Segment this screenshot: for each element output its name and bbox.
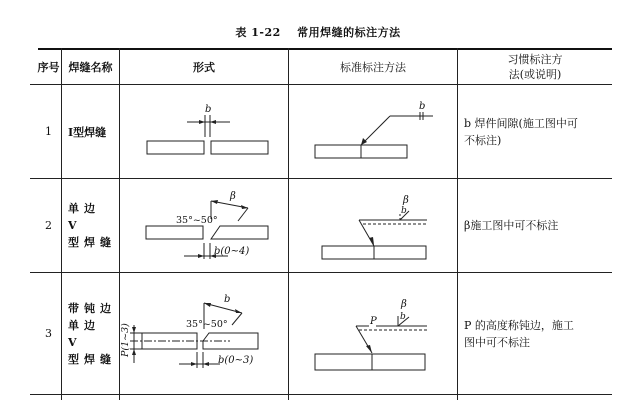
header-weld-name	[62, 49, 119, 84]
row1-note	[458, 85, 614, 178]
row1-name	[68, 85, 118, 178]
gap-label: b	[205, 104, 212, 115]
row-index: 1	[45, 125, 52, 138]
weld-name-line: I型焊缝	[68, 125, 107, 139]
note-line: 不标注)	[464, 133, 502, 147]
header-custom	[458, 49, 612, 84]
row-index: 3	[45, 327, 52, 340]
row2-name	[68, 179, 120, 272]
root-face-label: P(1~3)	[120, 323, 131, 357]
row1-form-diagram	[120, 85, 288, 178]
row3-note	[458, 273, 614, 394]
header-form	[120, 49, 288, 84]
angle-label: β	[230, 191, 236, 202]
row3-standard-diagram	[289, 273, 457, 394]
weld-name-line: 单边 V	[68, 318, 100, 349]
angle-symbol-label: β	[401, 299, 407, 310]
weld-name-line: 带钝边	[68, 301, 116, 315]
gap-symbol-label: b	[419, 101, 426, 112]
row3-bottom-border	[30, 394, 612, 395]
row2-form-diagram	[120, 179, 288, 272]
header-custom-line2: 法(或说明)	[508, 67, 562, 81]
weld-name-line: 型焊缝	[68, 236, 116, 249]
row3-name	[68, 273, 120, 394]
weld-name-line: 单边 V	[68, 202, 100, 232]
note-line: β施工图中可不标注	[464, 219, 559, 232]
col-divider-1	[61, 48, 62, 400]
angle-label: b	[224, 294, 231, 305]
gap-label: b(0~3)	[218, 355, 254, 366]
header-form-label: 形式	[193, 60, 215, 74]
header-standard-label: 标准标注方法	[340, 60, 406, 74]
gap-label: b(0~4)	[214, 246, 250, 257]
header-weld-name-label: 焊缝名称	[68, 60, 113, 74]
header-standard	[289, 49, 457, 84]
header-index-label: 序号	[37, 60, 60, 74]
gap-symbol-label: b	[401, 206, 407, 216]
angle-range-label: 35°~50°	[186, 319, 228, 330]
row1-standard-diagram	[289, 85, 457, 178]
note-line: P 的高度称钝边，施工	[464, 318, 574, 332]
table-caption	[0, 24, 636, 40]
note-line: 图中可不标注	[464, 335, 530, 349]
gap-symbol-label: b	[400, 312, 406, 322]
row3-index	[36, 273, 61, 394]
root-symbol-label: P	[370, 316, 377, 327]
row3-form-diagram	[120, 273, 288, 394]
table-title: 常用焊缝的标注方法	[297, 26, 401, 39]
header-custom-line1: 习惯标注方	[507, 52, 563, 66]
row2-note	[458, 179, 614, 272]
row1-index	[36, 85, 61, 178]
table-number: 表 1-22	[235, 26, 281, 39]
note-line: b 焊件间隙(施工图中可	[464, 116, 578, 130]
weld-name-line: 型焊缝	[68, 352, 116, 366]
header-index	[36, 49, 61, 84]
angle-symbol-label: β	[403, 195, 409, 206]
angle-range-label: 35°~50°	[176, 215, 218, 226]
row2-standard-diagram	[289, 179, 457, 272]
row-index: 2	[45, 219, 52, 232]
row2-index	[36, 179, 61, 272]
